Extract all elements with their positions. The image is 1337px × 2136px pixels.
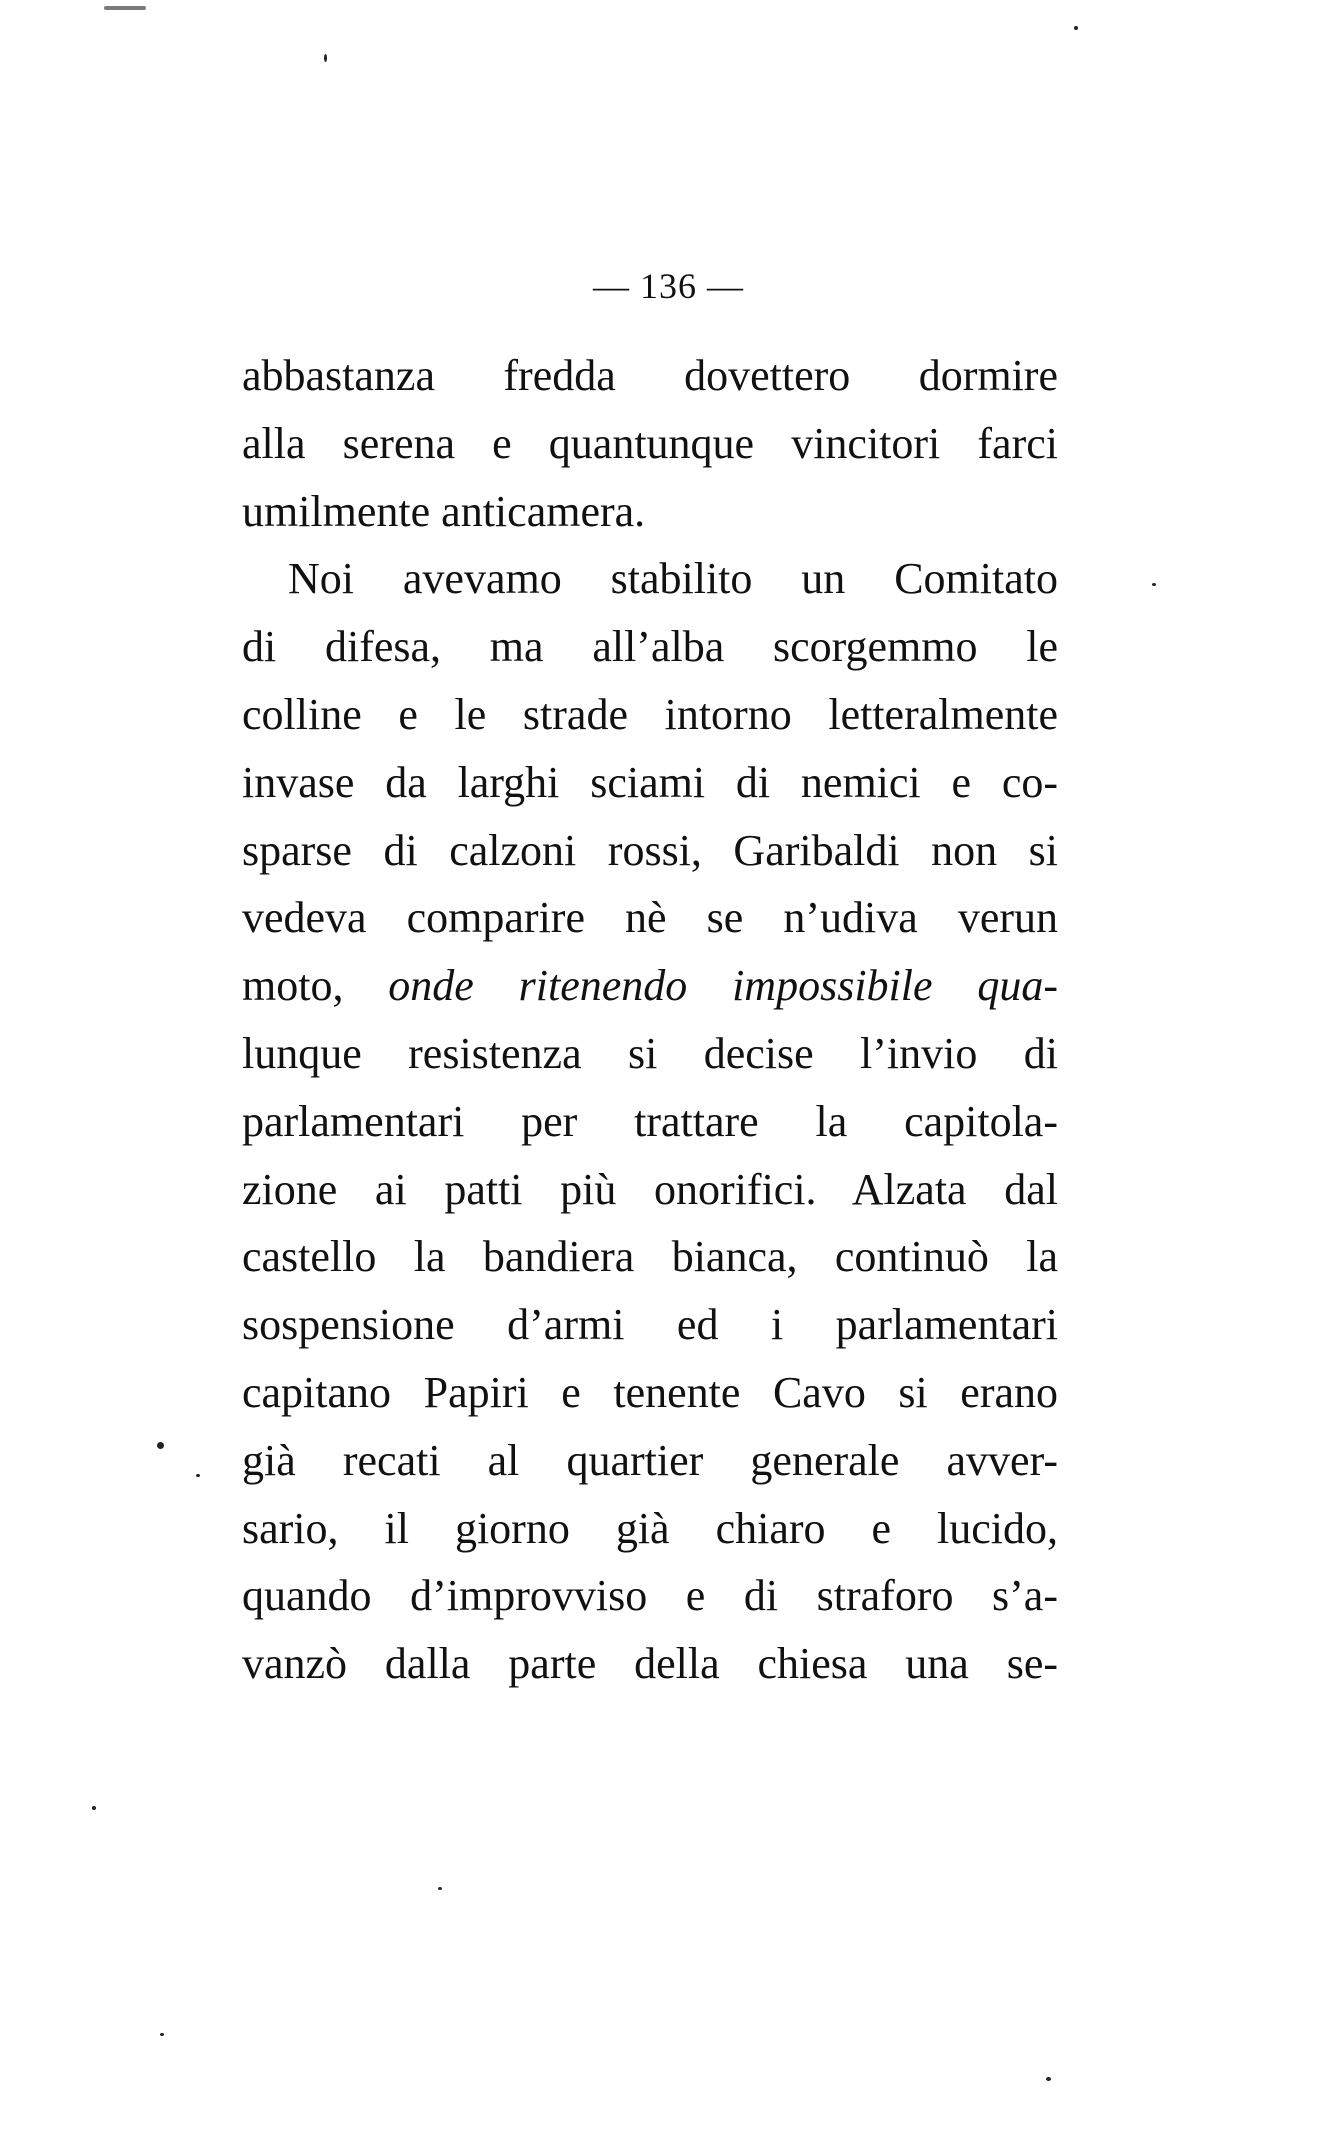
text-line: castello la bandiera bianca, continuò la	[242, 1232, 1058, 1282]
text-line: quando d’improvviso e di straforo s’a-	[242, 1571, 1058, 1621]
text-line: sospensione d’armi ed i parlamentari	[242, 1300, 1058, 1350]
text-line: invase da larghi sciami di nemici e co-	[242, 757, 1058, 807]
text-line: parlamentari per trattare la capitola-	[242, 1096, 1058, 1146]
text-line: lunque resistenza si decise l’invio di	[242, 1028, 1058, 1078]
scan-speck	[104, 6, 146, 10]
scan-speck	[438, 1887, 442, 1890]
scan-speck	[1046, 2077, 1051, 2081]
text-line: umilmente anticamera.	[242, 486, 646, 536]
text-line: vanzò dalla parte della chiesa una se-	[242, 1639, 1058, 1689]
text-line: abbastanza fredda dovettero dormire	[242, 351, 1058, 400]
text-line: capitano Papiri e tenente Cavo si erano	[242, 1367, 1058, 1417]
scan-speck	[1074, 26, 1078, 30]
body-text	[242, 342, 1058, 1698]
text-line: colline e le strade intorno letteralmente	[242, 689, 1058, 739]
scan-speck	[92, 1806, 96, 1810]
text-line: zione ai patti più onorifici. Alzata dal	[242, 1164, 1058, 1214]
scan-speck	[157, 1442, 164, 1449]
text-line: vedeva comparire nè se n’udiva verun	[242, 893, 1058, 943]
scan-speck	[324, 54, 327, 62]
paragraph-first-line: Noi avevamo stabilito un Comitato	[288, 554, 1058, 604]
text-line: sario, il giorno già chiaro e lucido,	[242, 1503, 1058, 1553]
scan-speck	[196, 1474, 200, 1477]
text-line: già recati al quartier generale avver-	[242, 1435, 1058, 1485]
text-line: di difesa, ma all’alba scorgemmo le	[242, 622, 1058, 672]
scan-speck	[160, 2033, 164, 2036]
text-line: sparse di calzoni rossi, Garibaldi non si	[242, 825, 1058, 875]
line-start: moto,	[242, 961, 344, 1011]
text-line-italic	[242, 952, 1058, 1020]
italic-phrase: onde ritenendo impossibile qua-	[388, 961, 1059, 1011]
text-line: alla serena e quantunque vincitori farci	[242, 418, 1058, 468]
page-number: — 136 —	[593, 266, 744, 306]
scan-speck	[1152, 583, 1156, 586]
